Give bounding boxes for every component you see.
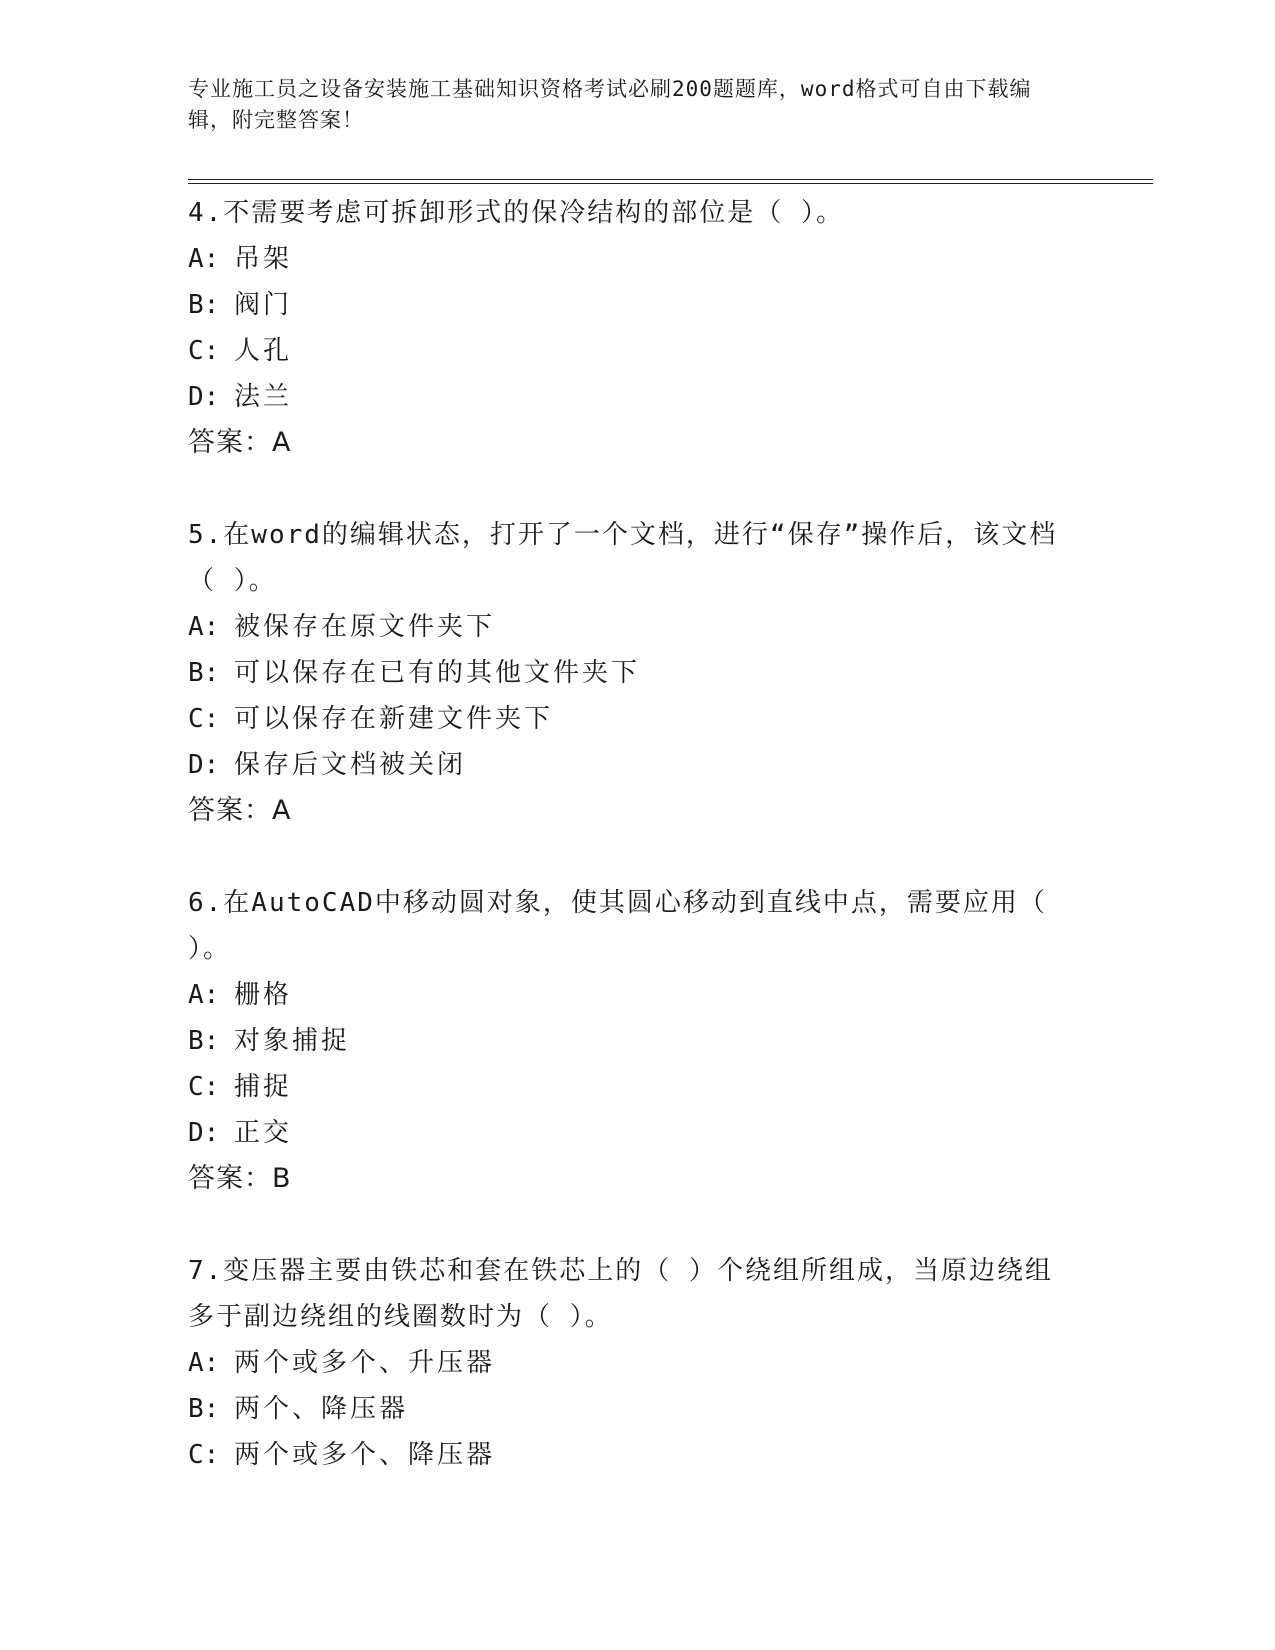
option-a bbox=[188, 236, 1068, 282]
option-text: 可以保存在新建文件夹下 bbox=[234, 704, 554, 734]
option-b bbox=[188, 282, 1068, 328]
option-b bbox=[188, 1018, 1068, 1064]
option-b bbox=[188, 650, 1068, 696]
question-5 bbox=[188, 512, 1068, 834]
option-key: B: bbox=[188, 1026, 220, 1056]
option-text: 两个或多个、升压器 bbox=[234, 1348, 496, 1378]
header-divider bbox=[188, 179, 1153, 184]
option-list bbox=[188, 1340, 1068, 1478]
option-key: C: bbox=[188, 704, 220, 734]
option-d bbox=[188, 1110, 1068, 1156]
option-key: A: bbox=[188, 980, 220, 1010]
answer-line: 答案：B bbox=[188, 1163, 292, 1194]
option-key: C: bbox=[188, 1072, 220, 1102]
option-c bbox=[188, 696, 1068, 742]
option-text: 吊架 bbox=[234, 244, 293, 274]
option-text: 正交 bbox=[234, 1118, 293, 1148]
question-4 bbox=[188, 190, 1068, 466]
question-stem: 6.在AutoCAD中移动圆对象，使其圆心移动到直线中点，需要应用（ ）。 bbox=[188, 888, 1047, 964]
option-key: A: bbox=[188, 612, 220, 642]
option-c bbox=[188, 1432, 1068, 1478]
question-stem: 5.在word的编辑状态，打开了一个文档，进行“保存”操作后，该文档（ ）。 bbox=[188, 520, 1058, 596]
option-text: 阀门 bbox=[234, 290, 293, 320]
option-list bbox=[188, 236, 1068, 420]
option-key: C: bbox=[188, 336, 220, 366]
document-page bbox=[188, 0, 1173, 1650]
option-key: B: bbox=[188, 658, 220, 688]
question-stem: 4.不需要考虑可拆卸形式的保冷结构的部位是（ ）。 bbox=[188, 198, 844, 228]
option-text: 两个、降压器 bbox=[234, 1394, 409, 1424]
option-text: 捕捉 bbox=[234, 1072, 293, 1102]
option-text: 栅格 bbox=[234, 980, 293, 1010]
option-key: D: bbox=[188, 750, 220, 780]
option-list bbox=[188, 972, 1068, 1156]
option-c bbox=[188, 1064, 1068, 1110]
option-key: B: bbox=[188, 1394, 220, 1424]
question-list bbox=[188, 190, 1068, 1524]
option-text: 法兰 bbox=[234, 382, 293, 412]
option-key: D: bbox=[188, 1118, 220, 1148]
option-key: A: bbox=[188, 1348, 220, 1378]
option-key: B: bbox=[188, 290, 220, 320]
option-text: 两个或多个、降压器 bbox=[234, 1440, 496, 1470]
option-text: 被保存在原文件夹下 bbox=[234, 612, 496, 642]
option-key: A: bbox=[188, 244, 220, 274]
option-b bbox=[188, 1386, 1068, 1432]
option-text: 人孔 bbox=[234, 336, 293, 366]
answer-line: 答案：A bbox=[188, 427, 292, 458]
answer-line: 答案：A bbox=[188, 795, 292, 826]
option-key: C: bbox=[188, 1440, 220, 1470]
option-a bbox=[188, 972, 1068, 1018]
option-text: 对象捕捉 bbox=[234, 1026, 351, 1056]
option-text: 保存后文档被关闭 bbox=[234, 750, 467, 780]
option-c bbox=[188, 328, 1068, 374]
option-list bbox=[188, 604, 1068, 788]
document-header: 专业施工员之设备安装施工基础知识资格考试必刷200题题库，word格式可自由下载编辑，附完整答案！ bbox=[188, 77, 1032, 132]
option-a bbox=[188, 1340, 1068, 1386]
option-d bbox=[188, 374, 1068, 420]
question-stem: 7.变压器主要由铁芯和套在铁芯上的（ ）个绕组所组成，当原边绕组多于副边绕组的线圈数时为（ ）。 bbox=[188, 1256, 1053, 1332]
option-text: 可以保存在已有的其他文件夹下 bbox=[234, 658, 641, 688]
question-7 bbox=[188, 1248, 1068, 1478]
option-d bbox=[188, 742, 1068, 788]
option-a bbox=[188, 604, 1068, 650]
question-6 bbox=[188, 880, 1068, 1202]
option-key: D: bbox=[188, 382, 220, 412]
